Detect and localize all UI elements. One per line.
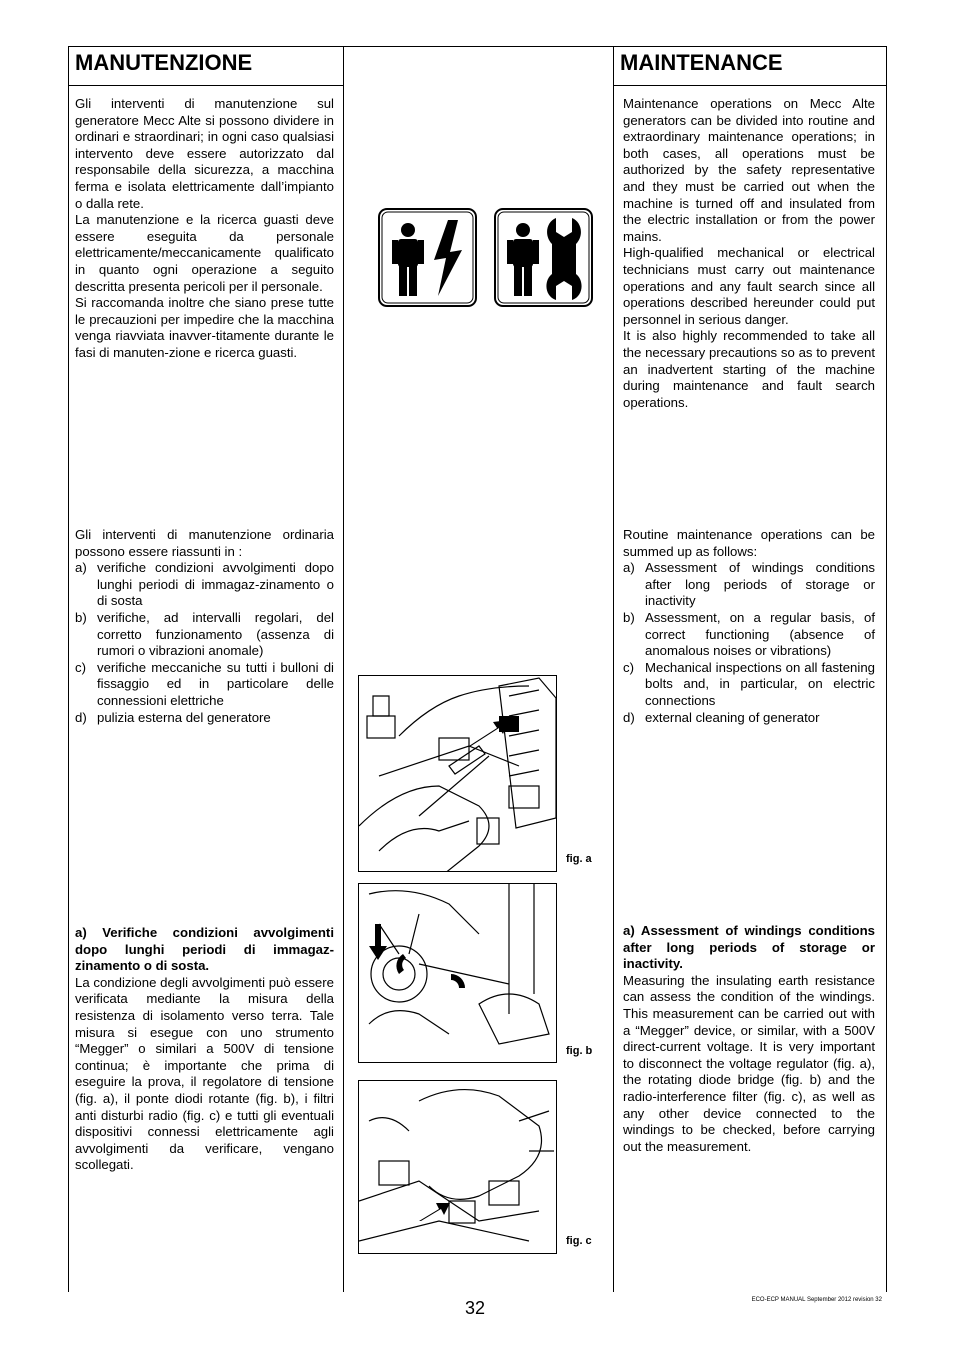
- list-marker: b): [75, 609, 87, 625]
- document-revision-note: ECO-ECP MANUAL September 2012 revision 32: [751, 1297, 882, 1303]
- paragraph: Si raccomanda inoltre che siano prese tutte le precauzioni per impedire che la macchina venga riavviata inavver-titamente durante le fasi di manuten-zione e ricerca guasti.: [75, 295, 334, 360]
- list-text: external cleaning of generator: [645, 709, 820, 725]
- list-item: [623, 710, 875, 727]
- section-subtitle: a) Verifiche condizioni avvolgimenti dopo lunghi periodi di immagaz-zinamento o di sosta.: [75, 925, 334, 974]
- paragraph: Measuring the insulating earth resistance can assess the condition of the windings. This measurement can be carried out with a “Megger” device, or similar, with a 500V direct-current voltage. It is very important to disconnect the voltage regulator (fig. a), the rotating diode bridge (fig. b) and the radio-interference filter (fig. c), as well as any other device connected to the windings to be checked, before carrying out the measurement.: [623, 972, 875, 1154]
- figure-c-label: fig. c: [566, 1235, 592, 1247]
- list-marker: d): [623, 709, 635, 725]
- top-border: [68, 46, 887, 47]
- diode-bridge-illustration: [359, 884, 556, 1062]
- center-left-divider: [343, 46, 344, 1292]
- list-marker: b): [623, 609, 635, 625]
- list-text: verifiche condizioni avvolgimenti dopo lunghi periodi di immagaz-zinamento o di sosta: [97, 560, 334, 609]
- list-marker: c): [75, 659, 86, 675]
- page-number: 32: [465, 1298, 486, 1318]
- list-item: [75, 560, 334, 610]
- header-underline-left: [68, 85, 344, 86]
- maintenance-list: [623, 560, 875, 726]
- figure-b-label: fig. b: [566, 1045, 593, 1057]
- intro-text-italian: [75, 96, 334, 362]
- paragraph: Routine maintenance operations can be summed up as follows:: [623, 527, 875, 559]
- figure-c-radio-filter: [358, 1080, 557, 1254]
- paragraph: Gli interventi di manutenzione sul generatore Mecc Alte si possono dividere in ordinari e straordinari; in ogni caso qualsiasi intervento deve essere autorizzato dal responsabile della sicurezza, a macchina ferma e isolata elettricamente dall’impianto o dalla rete.: [75, 96, 334, 211]
- windings-check-italian: [75, 925, 334, 1174]
- list-text: pulizia esterna del generatore: [97, 709, 271, 725]
- right-border: [886, 46, 887, 1292]
- list-item: [623, 660, 875, 710]
- routine-maintenance-english: [623, 527, 875, 726]
- paragraph: It is also highly recommended to take all the necessary precautions so as to prevent an inadvertent starting of the machine during maintenance and fault search operations.: [623, 328, 875, 410]
- paragraph: La manutenzione e la ricerca guasti deve essere eseguita da personale elettricamente/meccanicamente qualificato in quanto ogni operazione a seguito descritta presenta pericoli per il personale.: [75, 212, 334, 294]
- list-item: [623, 610, 875, 660]
- voltage-regulator-illustration: [359, 676, 556, 871]
- left-border: [68, 46, 69, 1292]
- section-subtitle: a) Assessment of windings conditions after long periods of storage or inactivity.: [623, 923, 875, 972]
- figure-a-label: fig. a: [566, 853, 592, 865]
- qualified-personnel-icon: [378, 208, 594, 308]
- intro-text-english: [623, 96, 875, 411]
- list-marker: a): [75, 560, 87, 576]
- paragraph: La condizione degli avvolgimenti può essere verificata mediante la misura della resistenza di isolamento verso terra. Tale misura si esegue con uno strumento “Megger” o similari a 500V di tensione continua; è importante che prima di eseguire la prova, il regolatore di tensione (fig. a), il ponte diodi rotante (fig. b), i filtri anti disturbi radio (fig. c) e tutti gli eventuali dispositivi connessi elettricamente agli avvolgimenti da verificare, vengano scollegati.: [75, 974, 334, 1173]
- list-marker: c): [623, 659, 634, 675]
- list-marker: d): [75, 709, 87, 725]
- list-text: Mechanical inspections on all fastening bolts and, in particular, on electric connections: [645, 659, 875, 708]
- list-text: Assessment of windings conditions after long periods of storage or inactivity: [645, 560, 875, 609]
- paragraph: High-qualified mechanical or electrical technicians must carry out maintenance operations and any fault search since all operations described hereunder could put personnel in serious danger.: [623, 245, 875, 327]
- header-underline-right: [613, 85, 887, 86]
- figure-a-voltage-regulator: [358, 675, 557, 872]
- heading-italian: MANUTENZIONE: [75, 50, 253, 75]
- radio-filter-illustration: [359, 1081, 556, 1253]
- list-text: Assessment, on a regular basis, of correct functioning (absence of anomalous noises or vibrations): [645, 609, 875, 659]
- list-text: verifiche, ad intervalli regolari, del corretto funzionamento (assenza di rumori o vibrazioni anomale): [97, 609, 334, 659]
- figure-b-diode-bridge: [358, 883, 557, 1063]
- paragraph: Gli interventi di manutenzione ordinaria possono essere riassunti in :: [75, 527, 334, 559]
- list-marker: a): [623, 560, 635, 576]
- heading-english: MAINTENANCE: [620, 50, 783, 75]
- list-item: [75, 710, 334, 727]
- list-text: verifiche meccaniche su tutti i bulloni di fissaggio ed in particolare delle connessioni elettriche: [97, 659, 334, 708]
- list-item: [623, 560, 875, 610]
- maintenance-list: [75, 560, 334, 726]
- routine-maintenance-italian: [75, 527, 334, 726]
- paragraph: Maintenance operations on Mecc Alte generators can be divided into routine and extraordinary maintenance operations; in both cases, all operations must be authorized by the safety representative and they must be carried out when the machine is turned off and insulated from the electric installation or from the power mains.: [623, 96, 875, 244]
- center-right-divider: [613, 46, 614, 1292]
- list-item: [75, 610, 334, 660]
- windings-check-english: [623, 923, 875, 1155]
- list-item: [75, 660, 334, 710]
- safety-icons: [378, 208, 594, 313]
